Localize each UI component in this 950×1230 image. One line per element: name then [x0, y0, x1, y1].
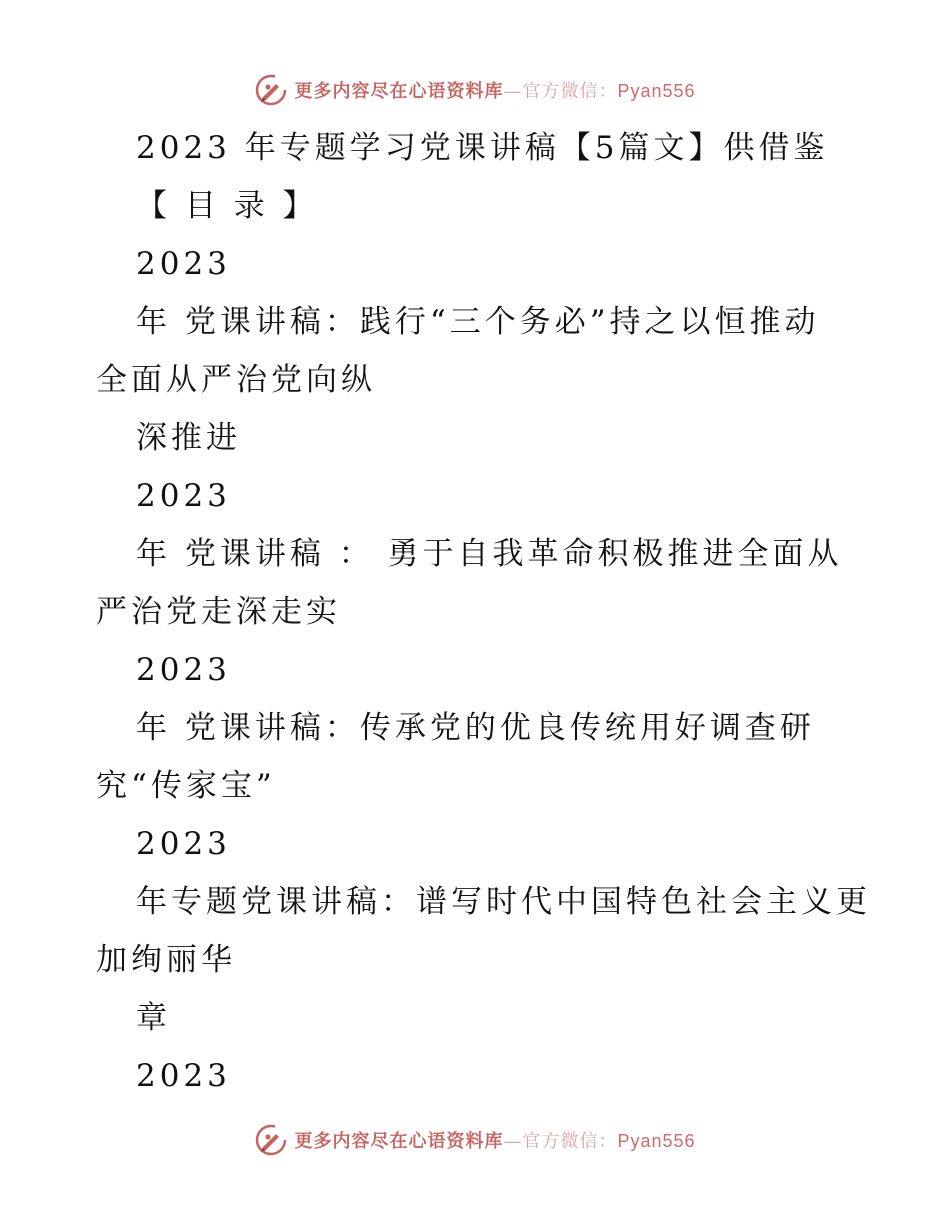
footer-banner-wechat-id: Pyan556 [617, 1131, 696, 1151]
toc-entry-1-title-c: 深推进 [136, 420, 241, 456]
header-banner-dash: — [503, 81, 523, 102]
toc-entry-3-title-b: 究“传家宝” [96, 768, 276, 804]
toc-entry-4-title-b: 加绚丽华 [96, 942, 236, 978]
footer-banner-text [294, 1127, 695, 1153]
footer-banner-inner [254, 1123, 695, 1157]
toc-entry-2-year: 2023 [136, 478, 231, 514]
header-banner-wechat-id: Pyan556 [617, 81, 696, 101]
footer-banner-title: 更多内容尽在心语资料库 [294, 1131, 504, 1152]
toc-entry-5-year: 2023 [136, 1058, 231, 1094]
footer-banner-wechat-label: 官方微信： [522, 1131, 618, 1152]
header-banner-wechat-label: 官方微信： [522, 81, 618, 102]
toc-entry-2-title-b: 严治党走深走实 [96, 594, 341, 630]
toc-heading: 【 目 录 】 [136, 188, 318, 224]
document-title: 2023 年专题学习党课讲稿【5篇文】供借鉴 [136, 130, 829, 166]
toc-entry-3-year: 2023 [136, 652, 231, 688]
header-banner-title: 更多内容尽在心语资料库 [294, 81, 504, 102]
toc-entry-2-title-a: 年 党课讲稿 ： 勇于自我革命积极推进全面从 [136, 536, 843, 572]
pen-logo-icon [254, 1123, 288, 1157]
toc-entry-4-year: 2023 [136, 826, 231, 862]
footer-banner-dash: — [503, 1131, 523, 1152]
header-banner [0, 70, 950, 110]
header-banner-inner [254, 73, 695, 107]
toc-entry-1-year: 2023 [136, 246, 231, 282]
header-banner-text [294, 77, 695, 103]
toc-entry-1-title-b: 全面从严治党向纵 [96, 362, 376, 398]
pen-logo-icon [254, 73, 288, 107]
toc-entry-4-title-a: 年专题党课讲稿：谱写时代中国特色社会主义更 [136, 884, 871, 920]
toc-entry-3-title-a: 年 党课讲稿：传承党的优良传统用好调查研 [136, 710, 815, 746]
toc-entry-1-title-a: 年 党课讲稿：践行“三个务必”持之以恒推动 [136, 304, 820, 340]
toc-entry-4-title-c: 章 [136, 1000, 171, 1036]
footer-banner [0, 1120, 950, 1160]
